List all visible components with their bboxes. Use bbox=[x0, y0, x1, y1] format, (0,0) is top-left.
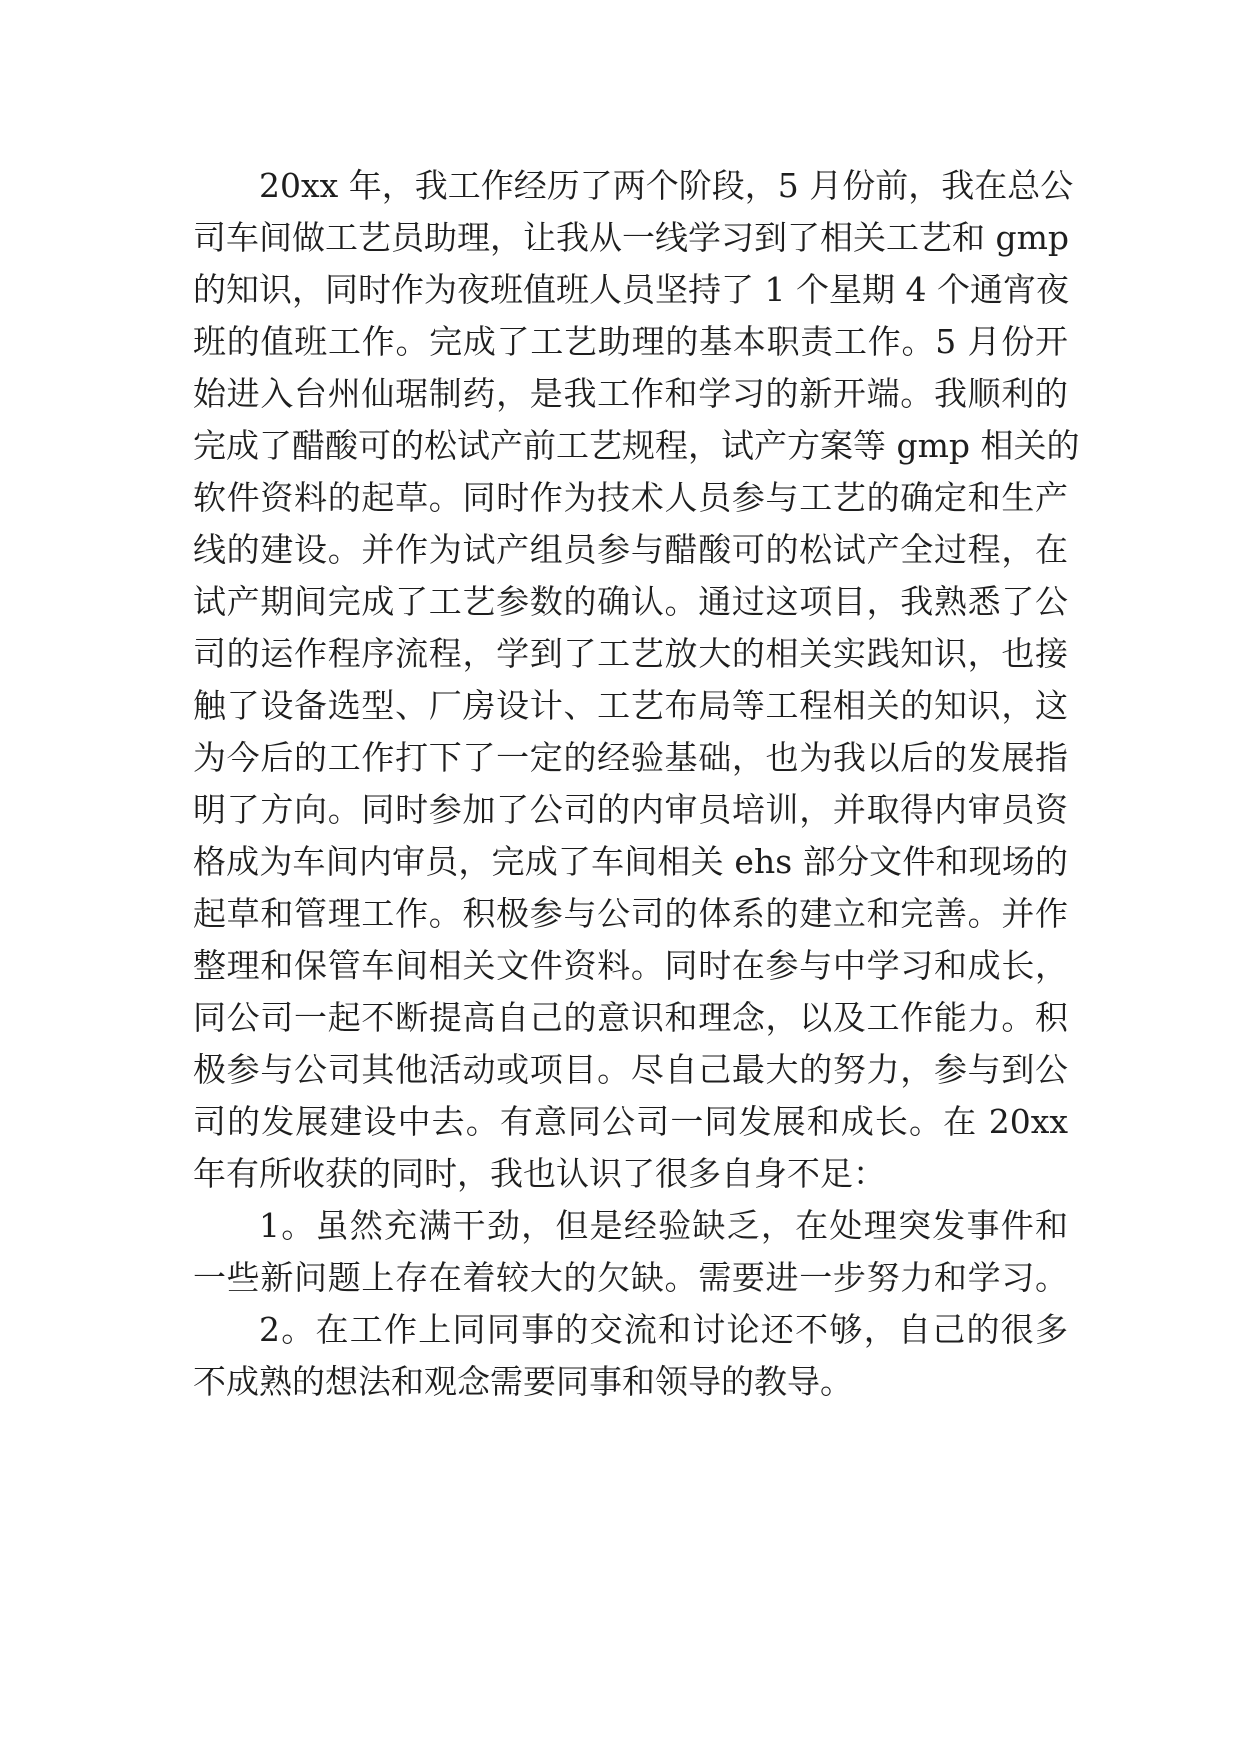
paragraph-3-line-1: 2。在工作上同同事的交流和讨论还不够，自己的很多 bbox=[259, 1310, 1068, 1349]
paragraph-1-line-1: 20xx 年，我工作经历了两个阶段，5 月份前，我在总公 bbox=[259, 166, 1074, 205]
paragraph-1-line-10: 司的运作程序流程，学到了工艺放大的相关实践知识，也接 bbox=[193, 634, 1068, 673]
paragraph-3-line-2: 不成熟的想法和观念需要同事和领导的教导。 bbox=[193, 1362, 853, 1401]
paragraph-1-line-12: 为今后的工作打下了一定的经验基础，也为我以后的发展指 bbox=[193, 738, 1068, 777]
paragraph-1-line-2: 司车间做工艺员助理，让我从一线学习到了相关工艺和 gmp bbox=[193, 218, 1070, 257]
paragraph-1-line-9: 试产期间完成了工艺参数的确认。通过这项目，我熟悉了公 bbox=[193, 582, 1068, 621]
paragraph-1-line-19: 司的发展建设中去。有意同公司一同发展和成长。在 20xx bbox=[193, 1102, 1068, 1141]
paragraph-1-line-16: 整理和保管车间相关文件资料。同时在参与中学习和成长， bbox=[193, 946, 1068, 985]
paragraph-1-line-18: 极参与公司其他活动或项目。尽自己最大的努力，参与到公 bbox=[193, 1050, 1068, 1089]
paragraph-2-line-2: 一些新问题上存在着较大的欠缺。需要进一步努力和学习。 bbox=[193, 1258, 1068, 1297]
paragraph-1-line-20: 年有所收获的同时，我也认识了很多自身不足： bbox=[193, 1154, 886, 1193]
paragraph-1-line-11: 触了设备选型、厂房设计、工艺布局等工程相关的知识，这 bbox=[193, 686, 1068, 725]
paragraph-1-line-13: 明了方向。同时参加了公司的内审员培训，并取得内审员资 bbox=[193, 790, 1068, 829]
paragraph-1-line-7: 软件资料的起草。同时作为技术人员参与工艺的确定和生产 bbox=[193, 478, 1068, 517]
paragraph-1-line-8: 线的建设。并作为试产组员参与醋酸可的松试产全过程，在 bbox=[193, 530, 1068, 569]
paragraph-1-line-15: 起草和管理工作。积极参与公司的体系的建立和完善。并作 bbox=[193, 894, 1068, 933]
paragraph-1-line-17: 同公司一起不断提高自己的意识和理念，以及工作能力。积 bbox=[193, 998, 1068, 1037]
paragraph-1-line-5: 始进入台州仙琚制药，是我工作和学习的新开端。我顺利的 bbox=[193, 374, 1068, 413]
paragraph-2-line-1: 1。虽然充满干劲，但是经验缺乏，在处理突发事件和 bbox=[259, 1206, 1068, 1245]
paragraph-1-line-14: 格成为车间内审员，完成了车间相关 ehs 部分文件和现场的 bbox=[193, 842, 1068, 881]
paragraph-1-line-3: 的知识，同时作为夜班值班人员坚持了 1 个星期 4 个通宵夜 bbox=[193, 270, 1069, 309]
paragraph-1-line-4: 班的值班工作。完成了工艺助理的基本职责工作。5 月份开 bbox=[193, 322, 1068, 361]
paragraph-1-line-6: 完成了醋酸可的松试产前工艺规程，试产方案等 gmp 相关的 bbox=[193, 426, 1080, 465]
